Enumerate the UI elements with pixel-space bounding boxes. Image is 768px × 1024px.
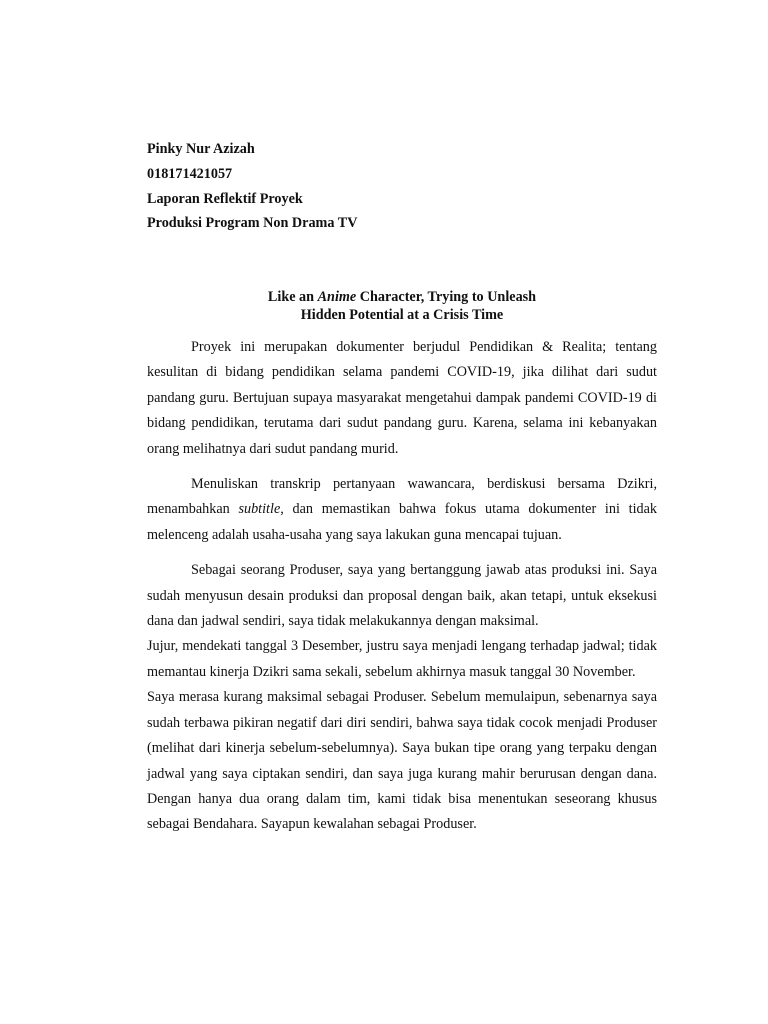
paragraph-3: Sebagai seorang Produser, saya yang bertanggung jawab atas produksi ini. Saya sudah menyusun desain produksi dan proposal dengan baik, akan tetapi, untuk eksekusi dana dan jadwal sendiri, saya tidak melakukannya dengan maksimal. [147, 562, 657, 630]
title-prefix: Like an [267, 289, 318, 305]
paragraph-1: Proyek ini merupakan dokumenter berjudul Pendidikan & Realita; tentang kesulitan di bidang pendidikan selama pandemi COVID-19, jika dilihat dari sudut pandang guru. Bertujuan supaya masyarakat mengetahui dampak pandemi COVID-19 di bidang pendidikan, terutama dari sudut pandang guru. Karena, selama ini kebanyakan orang melihatnya dari sudut pandang murid. [147, 339, 657, 457]
report-type: Laporan Reflektif Proyek [147, 190, 303, 207]
author-header [147, 137, 647, 236]
title-line-1 [147, 289, 657, 307]
document-body [147, 335, 657, 838]
title-line-2: Hidden Potential at a Crisis Time [300, 306, 504, 323]
paragraph-4: Jujur, mendekati tanggal 3 Desember, justru saya menjadi lengang terhadap jadwal; tidak memantau kinerja Dzikri sama sekali, sebelum akhirnya masuk tanggal 30 November. [147, 638, 657, 680]
title-emphasis: Anime [317, 289, 357, 305]
author-name: Pinky Nur Azizah [147, 141, 255, 157]
paragraph-2-before: Menuliskan transkrip pertanyaan wawancara, berdiskusi bersama Dzikri, menambahkan [147, 476, 657, 518]
title-suffix: Character, Trying to Unleash [356, 289, 537, 305]
student-id: 018171421057 [147, 165, 233, 182]
paragraph-5: Saya merasa kurang maksimal sebagai Produser. Sebelum memulaipun, sebenarnya saya sudah terbawa pikiran negatif dari diri sendiri, bahwa saya tidak cocok menjadi Produser (melihat dari kinerja sebelum-sebelumnya). Saya bukan tipe orang yang terpaku dengan jadwal yang saya ciptakan sendiri, dan saya juga kurang mahir berurusan dengan dana. Dengan hanya dua orang dalam tim, kami tidak bisa menentukan seseorang khusus sebagai Bendahara. Sayapun kewalahan sebagai Produser. [147, 689, 657, 833]
course-name: Produksi Program Non Drama TV [147, 215, 358, 232]
paragraph-2-emphasis: subtitle [238, 501, 281, 518]
document-title [147, 289, 657, 324]
paragraph-2-after: , dan memastikan bahwa fokus utama dokumenter ini tidak melenceng adalah usaha-usaha yang saya lakukan guna mencapai tujuan. [147, 501, 657, 543]
paragraph-2 [147, 472, 657, 548]
